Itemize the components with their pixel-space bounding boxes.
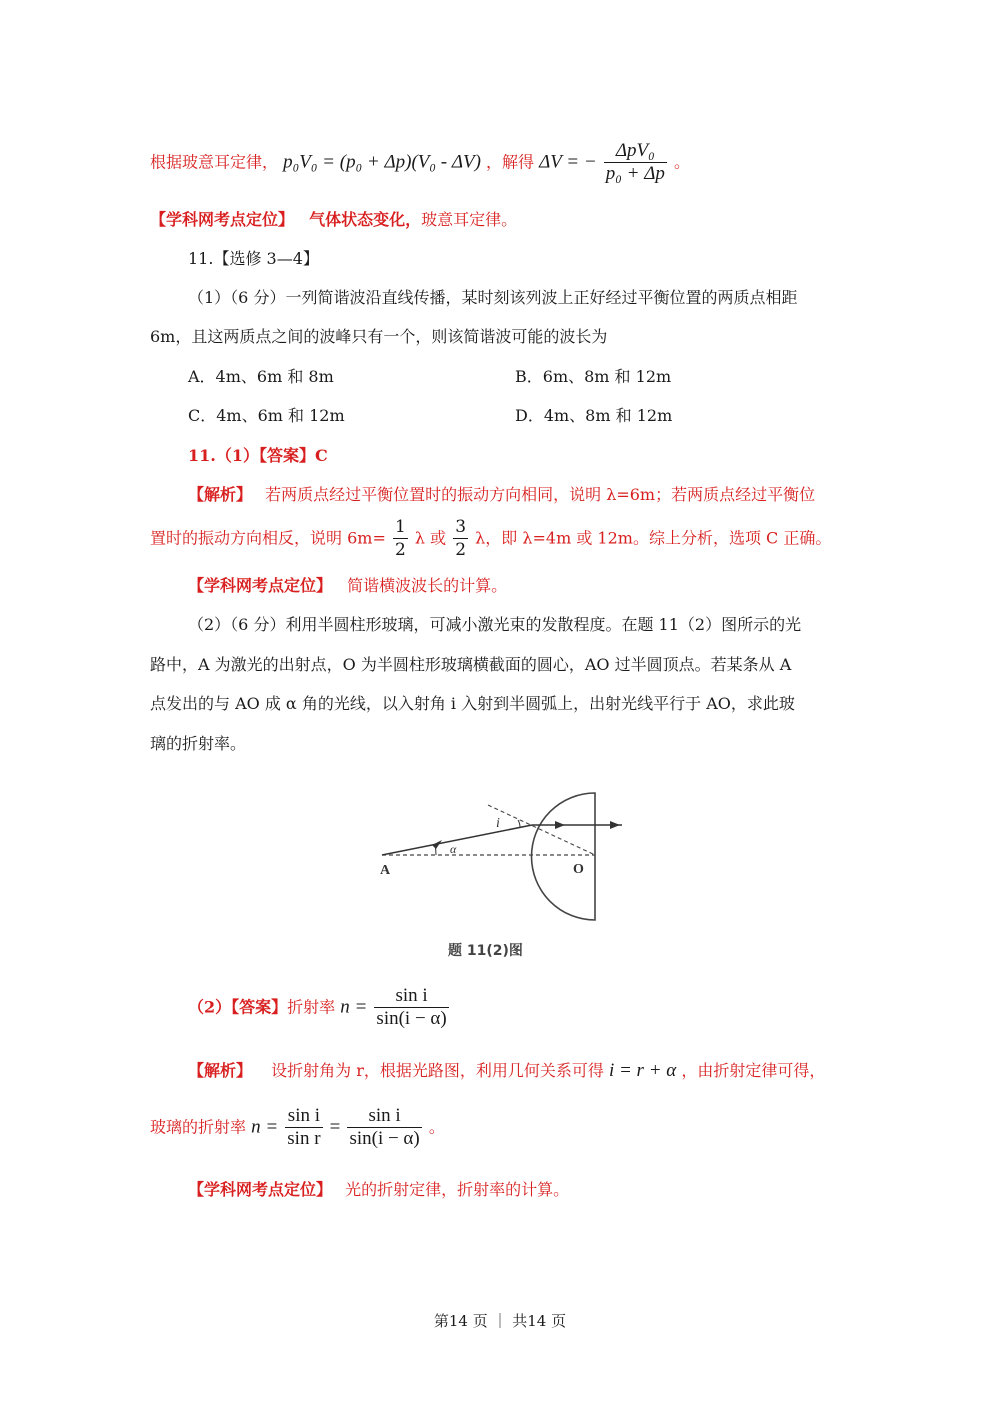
analysis-2-line1 (188, 1060, 825, 1082)
frac-den: sin r (287, 1128, 321, 1149)
key-point-tag: 【学科网考点定位】 (188, 576, 333, 595)
key-point-content: 气体状态变化， (309, 210, 422, 229)
key-point-content: 光的折射定律，折射率的计算。 (345, 1180, 570, 1199)
label-i: i (496, 816, 500, 831)
option-d: D．4m、8m 和 12m (515, 406, 673, 425)
frac-den: sin(i − α) (349, 1128, 420, 1149)
q11-1-line2: 6m，且这两质点之间的波峰只有一个，则该简谐波可能的波长为 (150, 327, 608, 346)
boyle-frac-den: p₀ + Δp (605, 163, 665, 184)
i-arc (518, 820, 520, 827)
frac-den: sin(i − α) (376, 1008, 447, 1029)
analysis-text-b: ，由折射定律可得， (681, 1061, 826, 1080)
key-point-content: 简谐横波波长的计算。 (347, 576, 508, 595)
q11-2-line2: 路中，A 为激光的出射点，O 为半圆柱形玻璃横截面的圆心，AO 过半圆顶点。若某条从 A (150, 655, 792, 674)
analysis-text: 设折射角为 r，根据光路图，利用几何关系可得 (271, 1061, 604, 1080)
key-point-2 (188, 575, 507, 597)
fraction-one-half (393, 516, 408, 561)
frac-den: 2 (394, 540, 406, 560)
boyle-fraction (604, 140, 667, 185)
answer-2-text: 折射率 (287, 997, 336, 1017)
frac-num: 1 (394, 517, 406, 537)
boyle-suffix: 。 (673, 152, 690, 172)
arrow-icon (555, 821, 565, 829)
boyle-middle: ，解得 (486, 152, 535, 172)
boyle-line (150, 140, 690, 190)
frac-num: 3 (455, 517, 467, 537)
analysis-tag: 【解析】 (188, 485, 253, 504)
equals-sign: = (329, 1116, 341, 1138)
boyle-frac-num: ΔpV₀ (604, 140, 667, 163)
q11-2-line4: 璃的折射率。 (150, 734, 247, 753)
boyle-equation: p₀V₀ = (p₀ + Δp)(V₀ - ΔV) (283, 151, 481, 173)
q11-2-line3: 点发出的与 AO 成 α 角的光线，以入射角 i 入射到半圆弧上，出射光线平行于 AO，求此玻 (150, 694, 795, 713)
analysis-text-b: λ 或 (414, 528, 447, 548)
analysis-text-a: 置时的振动方向相反，说明 6m= (150, 528, 386, 548)
analysis-text: 若两质点经过平衡位置时的振动方向相同，说明 λ=6m；若两质点经过平衡位 (265, 485, 816, 504)
key-point-3 (188, 1179, 569, 1201)
fraction-sin-i-sin-i-alpha (347, 1105, 421, 1150)
q11-heading: 11.【选修 3—4】 (188, 249, 319, 268)
figure-caption: 题 11(2)图 (448, 943, 523, 959)
key-point-tag: 【学科网考点定位】 (150, 210, 295, 229)
label-o: O (573, 862, 584, 877)
label-a: A (380, 863, 391, 878)
answer-1: 11.（1）【答案】C (188, 446, 328, 465)
key-point-tag: 【学科网考点定位】 (188, 1180, 333, 1199)
page-footer: 第14 页 ｜ 共14 页 (433, 1312, 567, 1330)
analysis-end: 。 (428, 1117, 445, 1137)
arrow-icon (432, 840, 442, 849)
analysis-1-line1 (188, 484, 815, 506)
analysis-text-a: 玻璃的折射率 (150, 1117, 247, 1137)
fraction-sin-i-sin-r (285, 1105, 322, 1150)
boyle-result-lhs: ΔV = − (539, 151, 597, 173)
optics-diagram (370, 765, 640, 970)
semicircle-glass (532, 793, 596, 920)
key-point-content-2: 玻意耳定律。 (421, 210, 518, 229)
analysis-tag: 【解析】 (188, 1061, 253, 1080)
analysis-text-c: λ，即 λ=4m 或 12m。综上分析，选项 C 正确。 (475, 528, 832, 548)
analysis-eq: i = r + α (608, 1060, 677, 1081)
answer-2-n: n = (340, 996, 368, 1018)
frac-den: 2 (455, 540, 467, 560)
option-b: B．6m、8m 和 12m (515, 367, 672, 386)
analysis-1-line2 (150, 516, 831, 566)
frac-num: sin i (374, 985, 448, 1008)
q11-2-line1: （2）（6 分）利用半圆柱形玻璃，可减小激光束的发散程度。在题 11（2）图所示的光 (188, 615, 802, 634)
answer-2 (188, 985, 451, 1035)
frac-num: sin i (285, 1105, 322, 1128)
analysis-2-line2 (150, 1105, 445, 1155)
arrow-icon (610, 821, 620, 829)
optics-figure (370, 765, 640, 970)
label-alpha: α (450, 842, 457, 856)
key-point-1 (150, 209, 517, 231)
q11-1-line1: （1）（6 分）一列简谐波沿直线传播，某时刻该列波上正好经过平衡位置的两质点相距 (188, 288, 798, 307)
boyle-prefix: 根据玻意耳定律， (150, 152, 279, 172)
answer-2-head: （2）【答案】 (188, 997, 288, 1017)
option-c: C．4m、6m 和 12m (188, 406, 345, 425)
analysis-n: n = (251, 1116, 279, 1138)
answer-2-fraction (374, 985, 448, 1030)
frac-num: sin i (347, 1105, 421, 1128)
incident-ray (382, 825, 532, 855)
fraction-three-half (453, 516, 468, 561)
option-a: A．4m、6m 和 8m (188, 367, 334, 386)
